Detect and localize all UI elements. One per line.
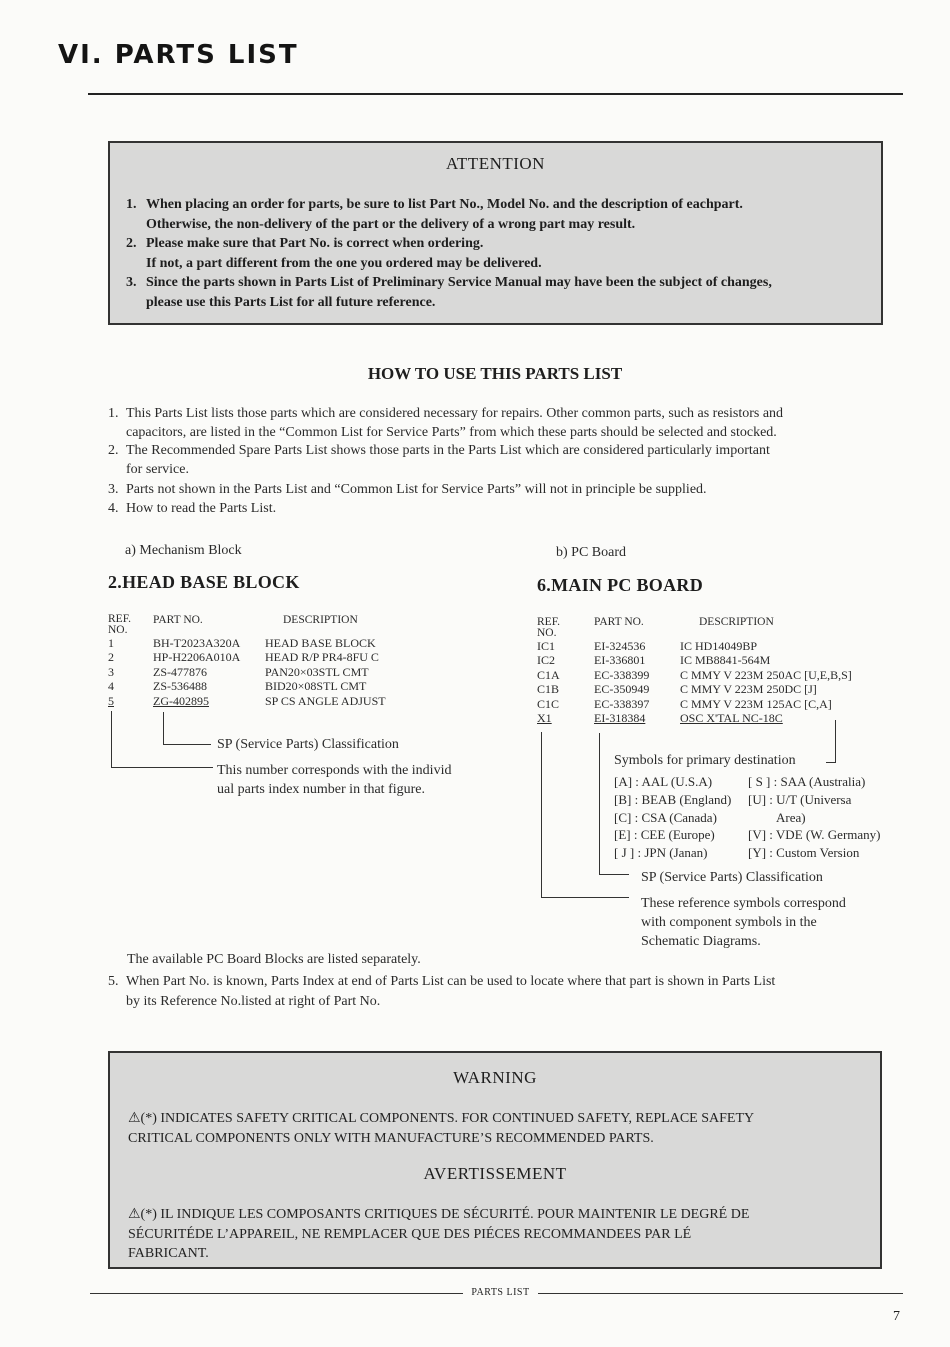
symbols-title: Symbols for primary destination xyxy=(614,753,796,768)
callout-line-ref xyxy=(541,732,542,898)
desc-cell: HEAD R/P PR4-8FU C xyxy=(265,650,379,665)
symbol-entry: [E] : CEE (Europe) xyxy=(614,827,715,843)
how-to-item xyxy=(108,442,893,479)
how-to-item-number: 4. xyxy=(108,500,119,516)
part-cell: BH-T2023A320A xyxy=(153,636,241,650)
ref-header-line: REF. xyxy=(537,616,561,628)
ref-cell: C1B xyxy=(537,682,560,697)
part-cell xyxy=(153,694,265,708)
callout-line-sp xyxy=(163,744,211,745)
callout-line-symbols xyxy=(835,720,836,762)
callout-line-symbols xyxy=(826,762,836,763)
how-to-title: HOW TO USE THIS PARTS LIST xyxy=(367,364,623,383)
ref-header-line: NO. xyxy=(537,627,557,639)
ref-cell: C1C xyxy=(537,696,560,711)
attention-item xyxy=(126,195,861,234)
symbol-entry: [A] : AAL (U.S.A) xyxy=(614,774,713,789)
table-row xyxy=(108,650,386,664)
attention-item-line: Since the parts shown in Parts List of Preliminary Service Manual may have been the subject of changes, xyxy=(146,275,772,291)
attention-box xyxy=(108,141,883,325)
desc-cell: C MMY V 223M 250DC [J] xyxy=(680,682,817,697)
table-row xyxy=(537,697,852,711)
ref-cell: C1A xyxy=(537,667,560,682)
part-cell: ZS-536488 xyxy=(153,679,207,694)
table-row xyxy=(537,639,852,653)
table-row xyxy=(537,668,852,682)
table-row xyxy=(108,636,386,650)
page-title: VI. PARTS LIST xyxy=(58,40,299,70)
attention-item xyxy=(126,273,861,312)
table-row xyxy=(108,679,386,693)
ref-cell: IC2 xyxy=(537,653,555,668)
callout-line-sp xyxy=(599,874,629,875)
attention-item xyxy=(126,234,861,273)
attention-item-line: please use this Parts List for all future reference. xyxy=(146,294,436,310)
callout-line-sp xyxy=(599,733,600,875)
index-note-line: ual parts index number in that figure. xyxy=(217,782,425,797)
part-no-header: PART NO. xyxy=(153,613,203,626)
attention-item-line: When placing an order for parts, be sure to list Part No., Model No. and the description of eachpart. xyxy=(146,197,743,212)
warning-text-line: ⚠(*) IL INDIQUE LES COMPOSANTS CRITIQUES DE SÉCURITÉ. POUR MAINTENIR LE DEGRÉ DE xyxy=(128,1207,750,1222)
ref-no-header xyxy=(537,605,594,639)
warning-text-line: SÉCURITÉDE L’APPAREIL, NE REMPLACER QUE DES PIÉCES RECOMMANDEES PAR LÉ xyxy=(128,1226,692,1242)
desc-cell: BID20×08STL CMT xyxy=(265,679,367,694)
how-to-item-line: This Parts List lists those parts which are considered necessary for repairs. Other common parts, such as resistors and xyxy=(126,406,784,421)
symbol-entry: [B] : BEAB (England) xyxy=(614,791,732,807)
how-to-list xyxy=(108,405,893,518)
how-to-item-number: 1. xyxy=(108,406,119,421)
attention-item-number: 3. xyxy=(126,275,137,291)
reference-note-line: These reference symbols correspond xyxy=(641,896,846,911)
sp-classification-note: SP (Service Parts) Classification xyxy=(217,737,399,752)
how-to-item-number: 3. xyxy=(108,482,119,497)
how-to-item-line: for service. xyxy=(126,461,189,477)
how-to-item xyxy=(108,500,893,519)
table-row xyxy=(537,653,852,667)
how-to-item-number: 5. xyxy=(108,974,119,989)
part-cell xyxy=(594,711,680,725)
example-a-table xyxy=(108,604,386,708)
table-row xyxy=(108,665,386,679)
part-no-header: PART NO. xyxy=(594,615,644,628)
callout-line-sp xyxy=(163,712,164,744)
ref-header-line: REF. xyxy=(108,613,132,625)
part-number-text: EI-318384 xyxy=(594,711,646,726)
table-row xyxy=(108,694,386,708)
warning-text xyxy=(128,1109,862,1148)
example-b-title: 6.MAIN PC BOARD xyxy=(537,575,703,595)
footer-label: PARTS LIST xyxy=(471,1287,530,1298)
symbol-entry: [V] : VDE (W. Germany) xyxy=(748,827,881,843)
ref-no-header xyxy=(108,604,153,636)
symbol-entry: [C] : CSA (Canada) xyxy=(614,809,717,825)
page-number: 7 xyxy=(893,1309,900,1324)
example-b-label: b) PC Board xyxy=(556,545,626,560)
description-text: OSC X'TAL NC-18C xyxy=(680,711,783,726)
ref-cell: IC1 xyxy=(537,639,555,653)
ref-cell: 2 xyxy=(108,650,114,665)
ref-cell: 3 xyxy=(108,664,114,679)
symbol-entry: [U] : U/T (Universa xyxy=(748,791,852,807)
warning-text-line: ⚠(*) INDICATES SAFETY CRITICAL COMPONENTS. FOR CONTINUED SAFETY, REPLACE SAFETY xyxy=(128,1111,755,1126)
header-divider xyxy=(88,93,903,95)
part-cell: EC-350949 xyxy=(594,682,650,697)
avertissement-text xyxy=(128,1205,862,1264)
callout-line-ref xyxy=(111,711,112,768)
symbol-entry: [ J ] : JPN (Janan) xyxy=(614,845,708,861)
ref-cell: 5 xyxy=(108,693,114,708)
part-number-text: ZG-402895 xyxy=(153,693,209,708)
part-cell: EC-338397 xyxy=(594,696,650,711)
part-cell: EC-338399 xyxy=(594,667,650,682)
ref-header-line: NO. xyxy=(108,624,128,636)
example-a-title: 2.HEAD BASE BLOCK xyxy=(108,572,300,592)
attention-title: ATTENTION xyxy=(446,154,545,173)
desc-cell: SP CS ANGLE ADJUST xyxy=(265,693,386,708)
footer-divider xyxy=(538,1293,903,1294)
table-row xyxy=(537,711,852,725)
attention-item-number: 1. xyxy=(126,197,137,212)
attention-item-number: 2. xyxy=(126,236,137,252)
how-to-item-line: Parts not shown in the Parts List and “Common List for Service Parts” will not in principle be supplied. xyxy=(126,482,707,497)
part-cell: ZS-477876 xyxy=(153,664,207,679)
reference-note-line: Schematic Diagrams. xyxy=(641,934,761,949)
description-header: DESCRIPTION xyxy=(283,613,358,626)
avertissement-title: AVERTISSEMENT xyxy=(423,1164,567,1183)
ref-cell: 1 xyxy=(108,636,114,650)
callout-line-ref xyxy=(111,767,213,768)
how-to-item xyxy=(108,972,893,1011)
how-to-item-line: When Part No. is known, Parts Index at end of Parts List can be used to locate where that part is shown in Parts List xyxy=(126,974,776,989)
how-to-item-line: The Recommended Spare Parts List shows those parts in the Parts List which are considered particularly important xyxy=(126,443,770,458)
symbol-entry: Area) xyxy=(776,809,806,825)
desc-cell: HEAD BASE BLOCK xyxy=(265,636,376,650)
symbol-entry: [Y] : Custom Version xyxy=(748,845,860,861)
ref-cell: 4 xyxy=(108,679,114,694)
index-note-line: This number corresponds with the individ xyxy=(217,763,452,778)
how-to-item-line: by its Reference No.listed at right of Part No. xyxy=(126,993,381,1009)
warning-text-line: FABRICANT. xyxy=(128,1246,209,1261)
desc-cell: C MMY V 223M 125AC [C,A] xyxy=(680,696,832,711)
footer-divider xyxy=(90,1293,463,1294)
how-to-item xyxy=(108,481,893,500)
desc-cell: C MMY V 223M 250AC [U,E,B,S] xyxy=(680,667,852,682)
symbols-right-column xyxy=(748,773,881,862)
description-header: DESCRIPTION xyxy=(699,615,774,628)
example-b-table xyxy=(537,605,852,725)
how-to-item xyxy=(108,405,893,442)
warning-box xyxy=(108,1051,882,1269)
part-cell: EI-336801 xyxy=(594,653,646,668)
desc-cell: IC MB8841-564M xyxy=(680,653,771,668)
part-cell: HP-H2206A010A xyxy=(153,650,241,665)
how-to-item-line: How to read the Parts List. xyxy=(126,500,277,516)
sp-classification-note: SP (Service Parts) Classification xyxy=(641,870,823,885)
pc-board-note: The available PC Board Blocks are listed separately. xyxy=(127,952,421,967)
callout-line-ref xyxy=(541,897,629,898)
ref-cell: X1 xyxy=(537,711,552,726)
part-cell: EI-324536 xyxy=(594,639,646,653)
attention-list xyxy=(126,195,861,313)
symbol-entry: [ S ] : SAA (Australia) xyxy=(748,774,866,789)
table-row xyxy=(537,682,852,696)
example-a-label: a) Mechanism Block xyxy=(125,543,242,558)
desc-cell: PAN20×03STL CMT xyxy=(265,664,369,679)
attention-item-line: If not, a part different from the one you ordered may be delivered. xyxy=(146,255,542,271)
how-to-item-number: 2. xyxy=(108,443,119,458)
attention-item-line: Otherwise, the non-delivery of the part or the delivery of a wrong part may result. xyxy=(146,216,636,232)
symbols-left-column xyxy=(614,773,731,862)
how-to-item-line: capacitors, are listed in the “Common List for Service Parts” from which these parts should be selected and stocked. xyxy=(126,424,777,440)
warning-text-line: CRITICAL COMPONENTS ONLY WITH MANUFACTURE’S RECOMMENDED PARTS. xyxy=(128,1130,654,1146)
attention-item-line: Please make sure that Part No. is correct when ordering. xyxy=(146,236,484,252)
desc-cell: IC HD14049BP xyxy=(680,639,758,653)
desc-cell xyxy=(680,711,852,725)
reference-note-line: with component symbols in the xyxy=(641,915,817,930)
warning-title: WARNING xyxy=(453,1068,537,1087)
